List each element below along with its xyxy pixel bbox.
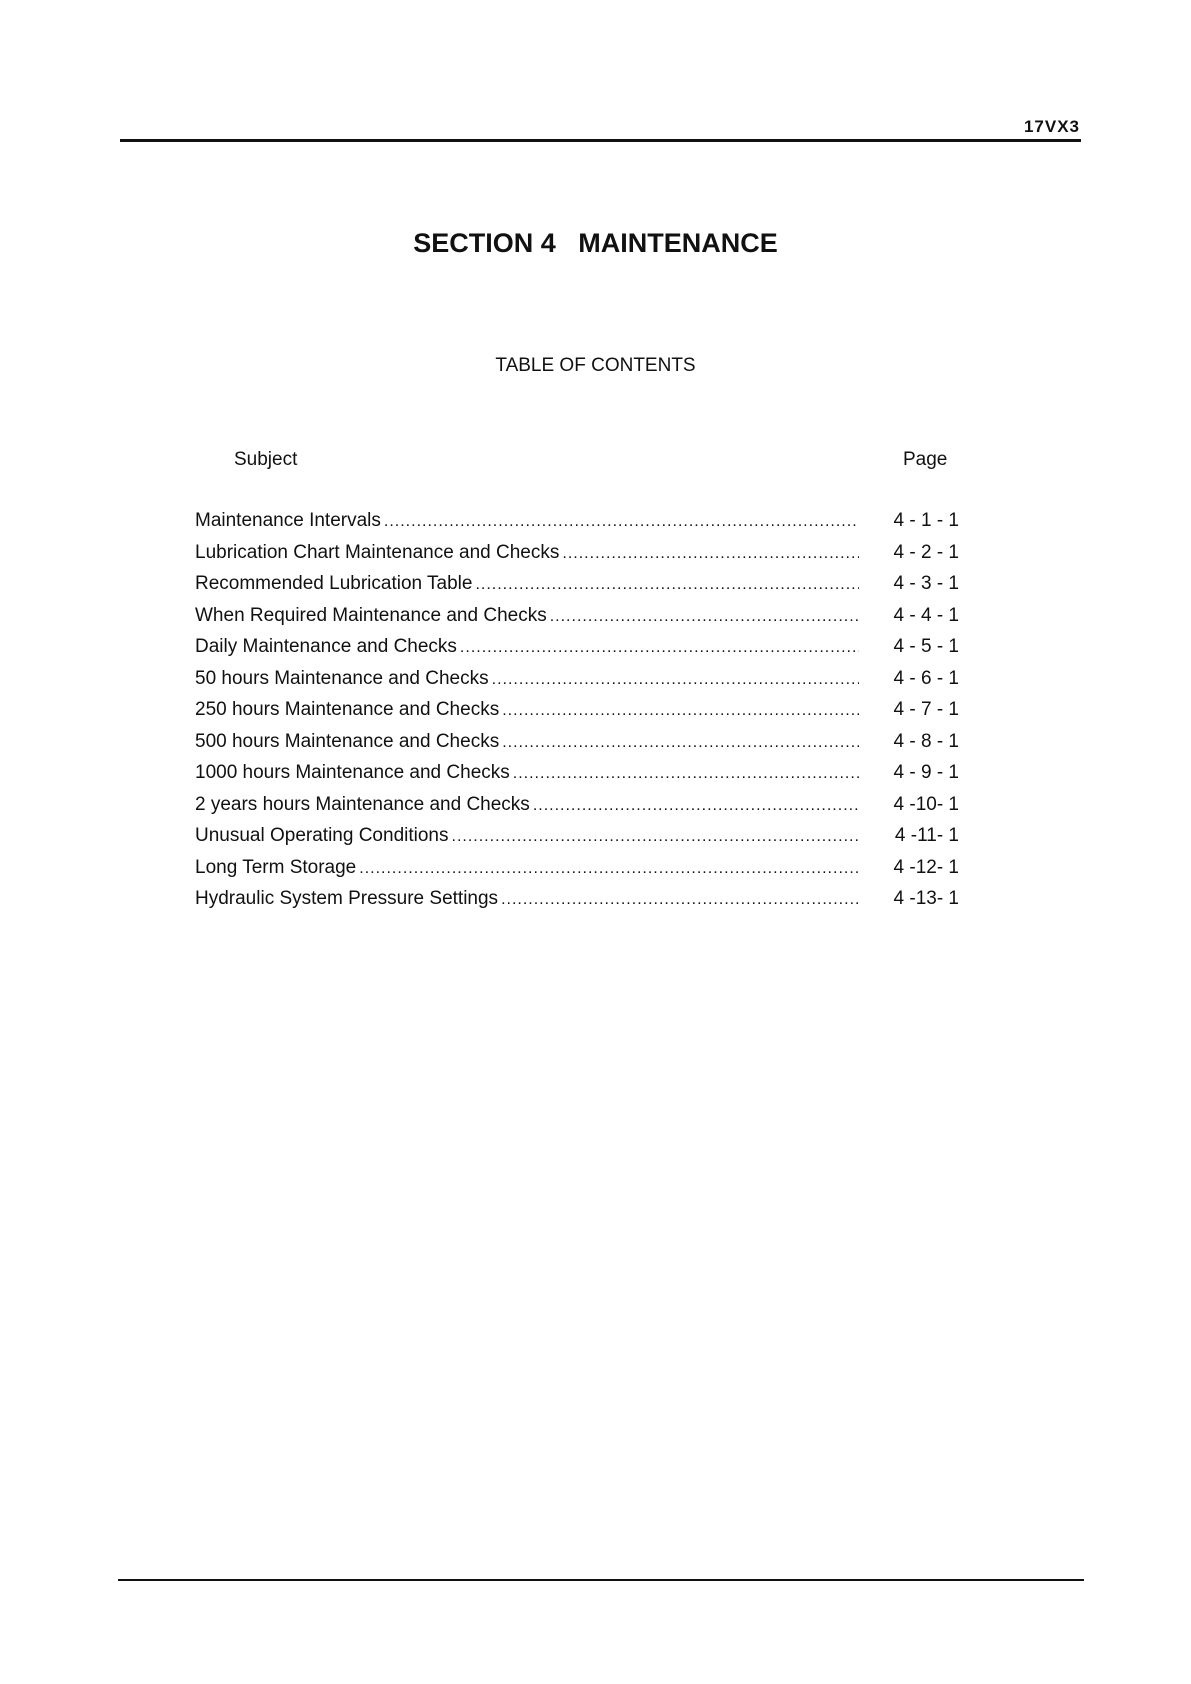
toc-entry[interactable]	[195, 573, 965, 605]
toc-entry-title: When Required Maintenance and Checks	[195, 604, 547, 626]
toc-entry-page: 4 - 2 - 1	[893, 541, 959, 563]
toc-entry-title: Lubrication Chart Maintenance and Checks	[195, 541, 560, 563]
toc-entry-page: 4 - 8 - 1	[893, 730, 959, 752]
toc-entry[interactable]	[195, 510, 965, 542]
toc-entry-title: Daily Maintenance and Checks	[195, 636, 457, 657]
toc-entry[interactable]	[195, 699, 965, 731]
footer-rule	[118, 1579, 1084, 1581]
toc-entry-title: Long Term Storage	[195, 856, 357, 878]
dot-leader	[384, 513, 859, 531]
toc-entry-title: 250 hours Maintenance and Checks	[195, 699, 500, 720]
toc-entry-page: 4 - 7 - 1	[893, 699, 959, 720]
toc-entry-page: 4 -12- 1	[893, 856, 959, 878]
dot-leader	[502, 734, 859, 752]
toc-entry[interactable]	[195, 542, 965, 574]
page-column-header: Page	[903, 449, 948, 470]
dot-leader	[533, 797, 859, 815]
toc-entry[interactable]	[195, 605, 965, 637]
toc-entry[interactable]	[195, 825, 965, 857]
toc-list	[195, 510, 965, 920]
dot-leader	[359, 860, 859, 878]
dot-leader	[550, 608, 859, 626]
toc-entry[interactable]	[195, 857, 965, 889]
dot-leader	[492, 671, 859, 689]
toc-entry-page: 4 - 1 - 1	[893, 510, 959, 531]
toc-entry-title: Recommended Lubrication Table	[195, 573, 473, 594]
toc-entry-title: 2 years hours Maintenance and Checks	[195, 793, 530, 815]
toc-entry[interactable]	[195, 668, 965, 700]
toc-entry-title: 500 hours Maintenance and Checks	[195, 730, 500, 752]
toc-entry-title: 1000 hours Maintenance and Checks	[195, 762, 510, 783]
dot-leader	[513, 765, 859, 783]
toc-entry-page: 4 - 4 - 1	[893, 604, 959, 626]
toc-entry-title: Maintenance Intervals	[195, 510, 381, 531]
toc-entry-page: 4 -13- 1	[893, 888, 959, 909]
toc-entry-page: 4 -11- 1	[894, 825, 959, 846]
toc-entry[interactable]	[195, 888, 965, 920]
model-code: 17VX3	[1023, 117, 1080, 136]
dot-leader	[501, 891, 859, 909]
dot-leader	[502, 702, 859, 720]
toc-entry-page: 4 - 3 - 1	[893, 573, 959, 594]
toc-entry[interactable]	[195, 731, 965, 763]
header-rule	[120, 139, 1081, 142]
toc-entry[interactable]	[195, 636, 965, 668]
section-title: SECTION 4 MAINTENANCE	[413, 228, 778, 258]
toc-entry-page: 4 - 6 - 1	[893, 667, 959, 689]
toc-entry-page: 4 -10- 1	[893, 793, 959, 815]
toc-entry-title: Unusual Operating Conditions	[195, 825, 449, 846]
dot-leader	[460, 639, 859, 657]
toc-entry-title: 50 hours Maintenance and Checks	[195, 667, 489, 689]
dot-leader	[562, 545, 859, 563]
toc-entry[interactable]	[195, 794, 965, 826]
dot-leader	[475, 576, 859, 594]
subject-column-header: Subject	[234, 449, 298, 470]
toc-heading: TABLE OF CONTENTS	[495, 355, 696, 376]
toc-entry[interactable]	[195, 762, 965, 794]
toc-entry-page: 4 - 5 - 1	[893, 636, 959, 657]
dot-leader	[452, 828, 860, 846]
toc-entry-title: Hydraulic System Pressure Settings	[195, 888, 499, 909]
toc-entry-page: 4 - 9 - 1	[893, 762, 959, 783]
